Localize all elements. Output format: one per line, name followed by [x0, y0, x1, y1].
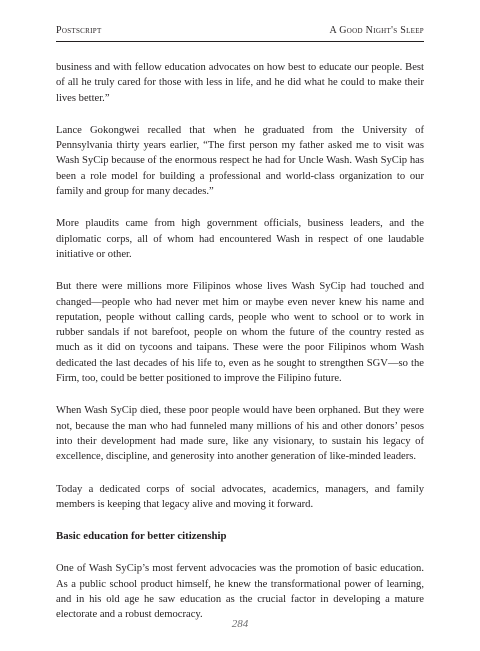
running-header	[56, 25, 424, 39]
running-header-section: Postscript	[56, 25, 102, 36]
section-heading: Basic education for better citizenship	[56, 530, 227, 543]
body-text	[56, 60, 424, 640]
paragraph: More plaudits came from high government officials, business leaders, and the diplomatic corps, all of whom had encountered Wash in respect of one laudable initiative or other.	[56, 218, 424, 260]
paragraph: One of Wash SyCip’s most fervent advocacies was the promotion of basic education. As a public school product himself, he knew the transformational power of learning, and in his old age he saw education as the crucial factor in developing a mature electorate and a robust democracy.	[56, 563, 424, 621]
paragraph: Today a dedicated corps of social advocates, academics, managers, and family members is keeping that legacy alive and moving it forward.	[56, 483, 424, 510]
page-number: 284	[231, 618, 249, 630]
running-header-book-title: A Good Night's Sleep	[329, 25, 424, 36]
paragraph: Lance Gokongwei recalled that when he graduated from the University of Pennsylvania thirty years earlier, “The first person my father asked me to visit was Wash SyCip because of the enormous respect he had for Uncle Wash. Wash SyCip has been a role model for building a professional and world-class organization to our family and group for many decades.”	[56, 124, 424, 198]
paragraph: When Wash SyCip died, these poor people would have been orphaned. But they were not, because the man who had funneled many millions of his and other donors’ pesos into their development had made sure, like any visionary, to sustain his legacy of excellence, discipline, and generosity into another generation of like-minded leaders.	[56, 405, 424, 463]
paragraph: business and with fellow education advocates on how best to educate our people. Best of all he truly cared for those with less in life, and he did what he could to make their lives better.”	[56, 62, 424, 104]
paragraph: But there were millions more Filipinos whose lives Wash SyCip had touched and changed—people who had never met him or maybe even never knew his name and reputation, people without calling cards, people who went to school or to work in rubber sandals if not barefoot, people on whom the future of the country rested as much as it did on tycoons and taipans. These were the poor Filipinos whom Wash dedicated the last decades of his life to, even as he sought to strengthen SGV—so the Firm, too, could be better positioned to improve the Filipino future.	[56, 281, 424, 385]
header-rule	[56, 41, 424, 42]
